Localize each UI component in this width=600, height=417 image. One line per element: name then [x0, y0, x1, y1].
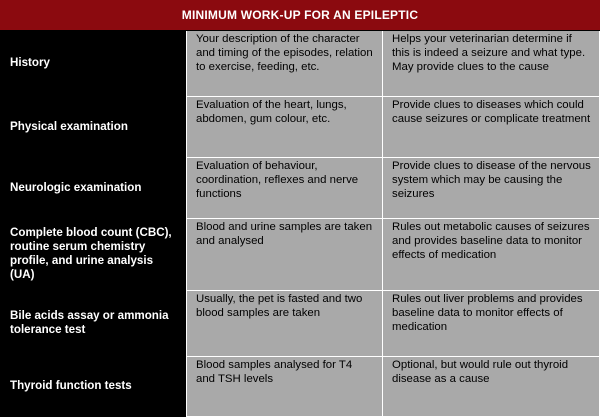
row-description: Blood samples analysed for T4 and TSH levels — [186, 357, 382, 417]
row-purpose: Rules out liver problems and provides baseline data to monitor effects of medication — [382, 291, 600, 357]
row-label: Neurologic examination — [0, 158, 186, 219]
row-purpose: Rules out metabolic causes of seizures and provides baseline data to monitor effects of medication — [382, 219, 600, 291]
table-body — [0, 31, 600, 417]
row-description: Usually, the pet is fasted and two blood samples are taken — [186, 291, 382, 357]
row-description: Your description of the character and timing of the episodes, relation to exercise, feeding, etc. — [186, 31, 382, 97]
row-label: History — [0, 31, 186, 97]
row-label: Physical examination — [0, 97, 186, 158]
row-label: Complete blood count (CBC), routine serum chemistry profile, and urine analysis (UA) — [0, 219, 186, 291]
row-label: Bile acids assay or ammonia tolerance test — [0, 291, 186, 357]
table-title: MINIMUM WORK-UP FOR AN EPILEPTIC — [0, 0, 600, 31]
row-purpose: Helps your veterinarian determine if this is indeed a seizure and what type. May provide clues to the cause — [382, 31, 600, 97]
row-description: Evaluation of behaviour, coordination, reflexes and nerve functions — [186, 158, 382, 219]
row-purpose: Provide clues to diseases which could cause seizures or complicate treatment — [382, 97, 600, 158]
row-purpose: Provide clues to disease of the nervous system which may be causing the seizures — [382, 158, 600, 219]
row-purpose: Optional, but would rule out thyroid disease as a cause — [382, 357, 600, 417]
row-description: Evaluation of the heart, lungs, abdomen, gum colour, etc. — [186, 97, 382, 158]
row-description: Blood and urine samples are taken and analysed — [186, 219, 382, 291]
row-label: Thyroid function tests — [0, 357, 186, 417]
